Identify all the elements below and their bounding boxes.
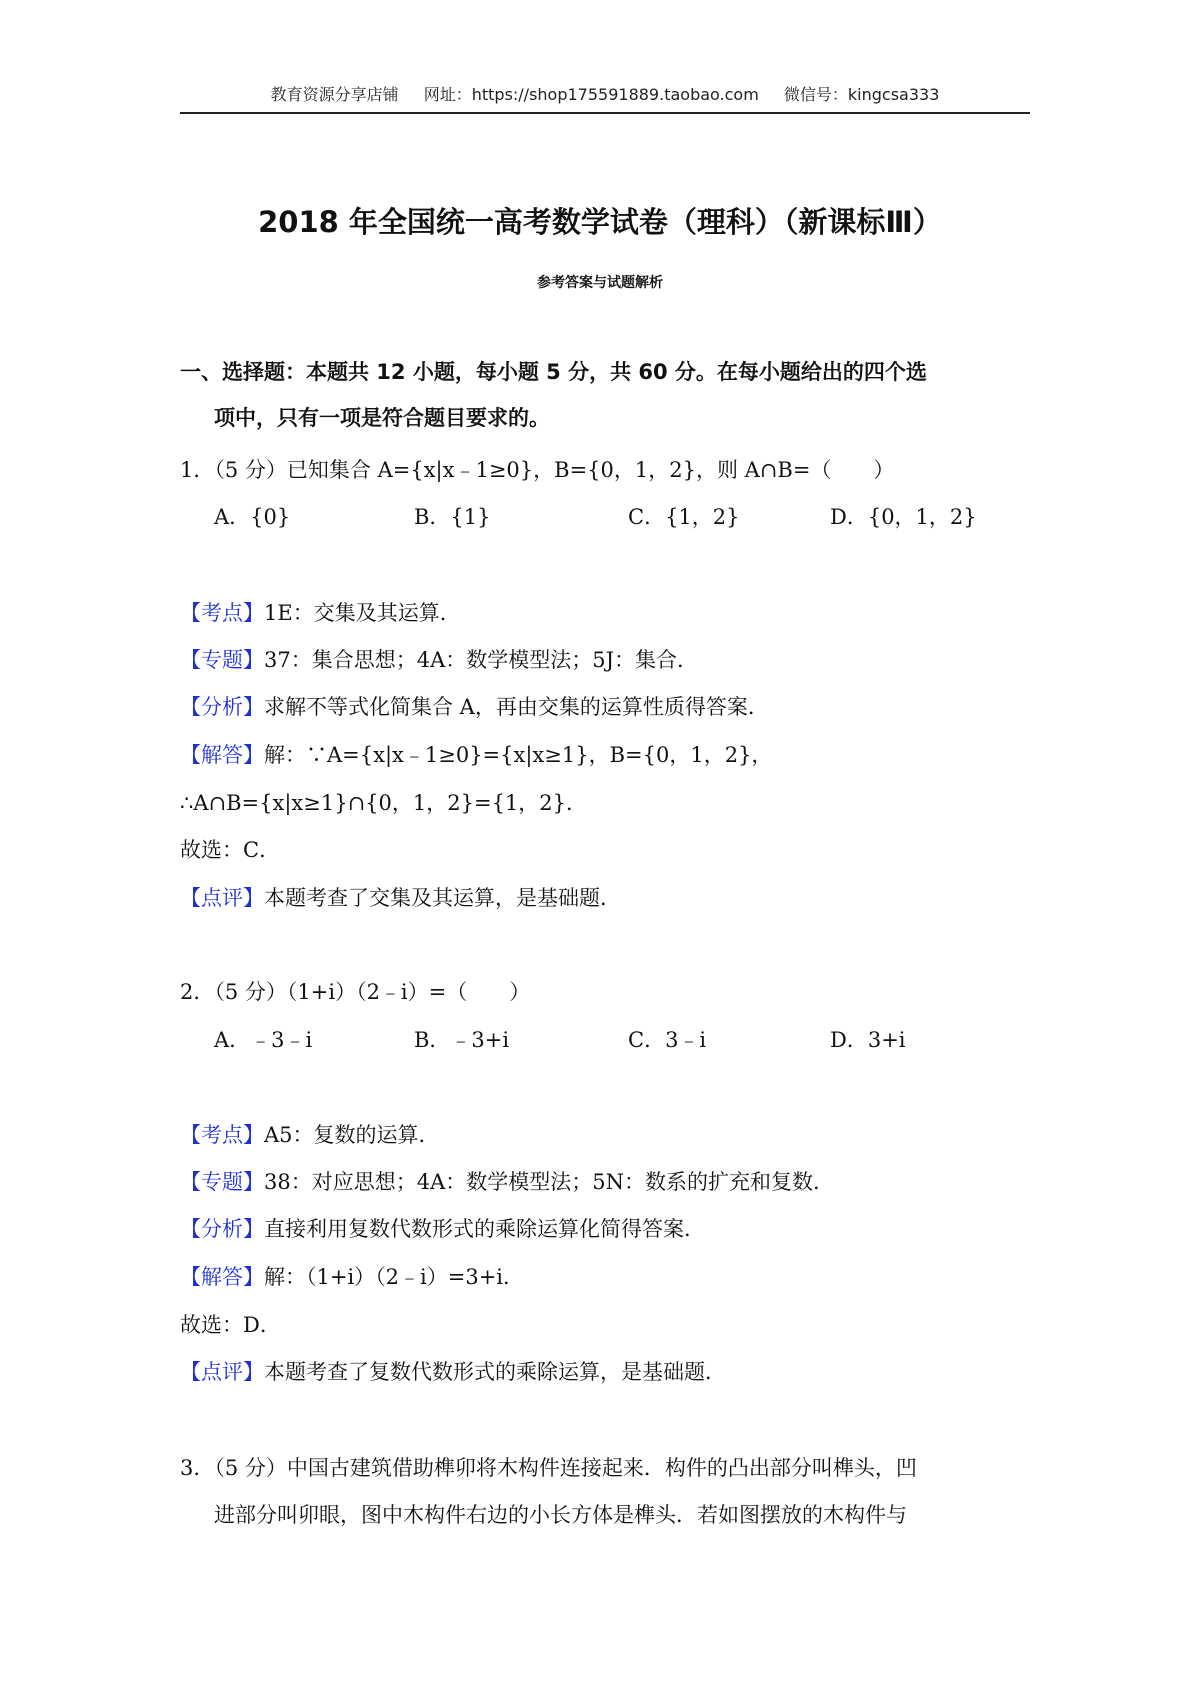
q2-jieda-tag: 【解答】 [180,1265,264,1289]
q1-dianping-text: 本题考查了交集及其运算，是基础题． [264,886,621,910]
shop-url[interactable]: 网址：https://shop175591889.taobao.com [423,85,759,104]
q1-stem: 1．（5 分）已知集合 A={x|x﹣1≥0}，B={0，1，2}，则 A∩B=（ ） [180,458,895,482]
page-header [180,82,1030,114]
q1-kaodian-tag: 【考点】 [180,601,264,625]
q2-dianping-tag: 【点评】 [180,1360,264,1384]
q1-dianping [180,883,621,913]
q2-answer: 故选：D． [180,1313,281,1337]
q2-jieda-text: 解：（1+i）（2﹣i）=3+i． [264,1265,525,1289]
q2-kaodian-text: A5：复数的运算． [264,1123,440,1147]
q1-zhuanti [180,645,698,675]
q3-stem-line2: 进部分叫卯眼，图中木构件右边的小长方体是榫头．若如图摆放的木构件与 [214,1503,907,1527]
q1-zhuanti-tag: 【专题】 [180,648,264,672]
q1-kaodian [180,598,461,628]
q1-jieda-tag: 【解答】 [180,743,264,767]
q1-jieda-line2: ∴A∩B={x|x≥1}∩{0，1，2}={1，2}． [180,791,588,815]
shop-name: 教育资源分享店铺 [270,85,399,104]
q2-kaodian [180,1120,440,1150]
q2-choice-d: D．3+i [830,1028,906,1052]
q1-choice-b: B．{1} [414,505,491,529]
q2-zhuanti-tag: 【专题】 [180,1170,264,1194]
q1-kaodian-text: 1E：交集及其运算． [264,601,461,625]
wechat-id: 微信号：kingcsa333 [783,85,940,104]
q1-fenxi [180,692,769,722]
q1-dianping-tag: 【点评】 [180,886,264,910]
q2-fenxi-text: 直接利用复数代数形式的乘除运算化简得答案． [264,1217,705,1241]
q1-choice-c: C．{1，2} [628,505,740,529]
q2-kaodian-tag: 【考点】 [180,1123,264,1147]
q1-choice-d: D．{0，1，2} [830,505,977,529]
q1-answer: 故选：C． [180,838,281,862]
document-title: 2018 年全国统一高考数学试卷（理科）（新课标Ⅲ） [258,205,942,239]
q2-choice-b: B．﹣3+i [414,1028,510,1052]
q2-fenxi [180,1214,705,1244]
q2-choice-c: C．3﹣i [628,1028,707,1052]
section-heading-line2: 项中，只有一项是符合题目要求的。 [214,406,550,430]
q2-dianping-text: 本题考查了复数代数形式的乘除运算，是基础题． [264,1360,726,1384]
q2-zhuanti [180,1167,834,1197]
q1-choice-a: A．{0} [214,505,291,529]
q2-dianping [180,1357,726,1387]
q2-choice-a: A．﹣3﹣i [214,1028,313,1052]
q2-zhuanti-text: 38：对应思想；4A：数学模型法；5N：数系的扩充和复数． [264,1170,834,1194]
q3-stem-line1: 3．（5 分）中国古建筑借助榫卯将木构件连接起来．构件的凸出部分叫榫头，凹 [180,1456,917,1480]
q2-jieda [180,1262,524,1292]
q1-jieda [180,740,772,770]
q1-fenxi-tag: 【分析】 [180,695,264,719]
q1-jieda-text: 解：∵A={x|x﹣1≥0}={x|x≥1}，B={0，1，2}， [264,743,773,767]
section-heading-line1: 一、选择题：本题共 12 小题，每小题 5 分，共 60 分。在每小题给出的四个选 [180,360,927,384]
q2-fenxi-tag: 【分析】 [180,1217,264,1241]
q2-stem: 2．（5 分）（1+i）（2﹣i）=（ ） [180,980,531,1004]
document-subtitle: 参考答案与试题解析 [537,275,663,291]
q1-fenxi-text: 求解不等式化简集合 A，再由交集的运算性质得答案． [264,695,769,719]
q1-zhuanti-text: 37：集合思想；4A：数学模型法；5J：集合． [264,648,699,672]
